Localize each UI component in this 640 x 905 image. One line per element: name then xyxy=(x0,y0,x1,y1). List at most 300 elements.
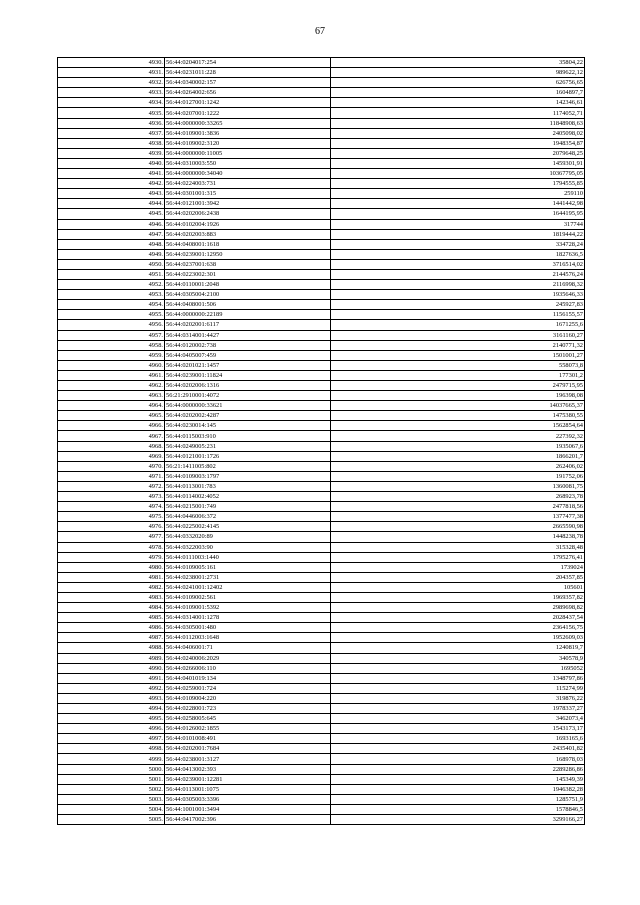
cadastral-number: 56:44:0112003:1648 xyxy=(165,633,331,643)
cadastral-number: 56:44:0259001:724 xyxy=(165,683,331,693)
cadastral-value: 14037665,37 xyxy=(331,401,585,411)
row-number: 5005. xyxy=(58,815,165,825)
row-number: 4954. xyxy=(58,300,165,310)
cadastral-number: 56:44:0258005:645 xyxy=(165,714,331,724)
table-row xyxy=(58,148,585,158)
table-row xyxy=(58,613,585,623)
row-number: 4999. xyxy=(58,754,165,764)
table-row xyxy=(58,259,585,269)
cadastral-number: 56:44:0202002:4287 xyxy=(165,411,331,421)
cadastral-value: 2479715,95 xyxy=(331,381,585,391)
cadastral-number: 56:44:0301001:315 xyxy=(165,189,331,199)
cadastral-value: 3299166,27 xyxy=(331,815,585,825)
cadastral-value: 989622,12 xyxy=(331,68,585,78)
table-row xyxy=(58,320,585,330)
cadastral-value: 2289286,86 xyxy=(331,764,585,774)
table-row xyxy=(58,572,585,582)
row-number: 4982. xyxy=(58,582,165,592)
row-number: 4951. xyxy=(58,269,165,279)
table-row xyxy=(58,179,585,189)
cadastral-value: 1285751,9 xyxy=(331,794,585,804)
cadastral-value: 1969357,82 xyxy=(331,592,585,602)
table-row xyxy=(58,88,585,98)
cadastral-value: 105601 xyxy=(331,582,585,592)
row-number: 4990. xyxy=(58,663,165,673)
cadastral-number: 56:44:0408001:1618 xyxy=(165,239,331,249)
registry-table-body xyxy=(58,58,585,825)
table-row xyxy=(58,219,585,229)
registry-table xyxy=(57,57,585,825)
cadastral-number: 56:44:0314001:1278 xyxy=(165,613,331,623)
page-number: 67 xyxy=(315,26,325,37)
cadastral-value: 2140771,32 xyxy=(331,340,585,350)
cadastral-number: 56:44:0238001:3127 xyxy=(165,754,331,764)
row-number: 4993. xyxy=(58,693,165,703)
table-row xyxy=(58,199,585,209)
table-row xyxy=(58,653,585,663)
cadastral-value: 2435401,82 xyxy=(331,744,585,754)
cadastral-value: 2028437,54 xyxy=(331,613,585,623)
cadastral-number: 56:44:0305003:3396 xyxy=(165,794,331,804)
cadastral-value: 142346,61 xyxy=(331,98,585,108)
table-row xyxy=(58,78,585,88)
cadastral-number: 56:21:2910001:4072 xyxy=(165,391,331,401)
table-row xyxy=(58,421,585,431)
cadastral-value: 1604897,7 xyxy=(331,88,585,98)
cadastral-value: 317744 xyxy=(331,219,585,229)
cadastral-number: 56:44:0114002:4052 xyxy=(165,492,331,502)
cadastral-number: 56:44:0120002:738 xyxy=(165,340,331,350)
cadastral-value: 2079648,25 xyxy=(331,148,585,158)
cadastral-number: 56:44:0446006:372 xyxy=(165,512,331,522)
cadastral-value: 1693165,6 xyxy=(331,734,585,744)
row-number: 4961. xyxy=(58,370,165,380)
table-row xyxy=(58,239,585,249)
cadastral-number: 56:44:0305004:2100 xyxy=(165,290,331,300)
cadastral-number: 56:44:0266006:110 xyxy=(165,663,331,673)
row-number: 4937. xyxy=(58,128,165,138)
row-number: 4975. xyxy=(58,512,165,522)
cadastral-value: 145349,39 xyxy=(331,774,585,784)
table-row xyxy=(58,169,585,179)
table-row xyxy=(58,128,585,138)
row-number: 4930. xyxy=(58,58,165,68)
cadastral-number: 56:44:0204017:254 xyxy=(165,58,331,68)
table-row xyxy=(58,229,585,239)
table-row xyxy=(58,451,585,461)
cadastral-value: 2665590,98 xyxy=(331,522,585,532)
cadastral-number: 56:44:0202003:883 xyxy=(165,229,331,239)
cadastral-number: 56:44:0239001:12950 xyxy=(165,249,331,259)
cadastral-value: 168978,03 xyxy=(331,754,585,764)
row-number: 4968. xyxy=(58,441,165,451)
table-row xyxy=(58,512,585,522)
cadastral-number: 56:44:0110001:2048 xyxy=(165,280,331,290)
cadastral-number: 56:44:0224003:731 xyxy=(165,179,331,189)
table-row xyxy=(58,623,585,633)
row-number: 4962. xyxy=(58,381,165,391)
table-row xyxy=(58,592,585,602)
row-number: 4989. xyxy=(58,653,165,663)
table-row xyxy=(58,542,585,552)
cadastral-number: 56:44:0231011:228 xyxy=(165,68,331,78)
cadastral-number: 56:44:0109005:161 xyxy=(165,562,331,572)
row-number: 5002. xyxy=(58,784,165,794)
row-number: 4996. xyxy=(58,724,165,734)
cadastral-number: 56:44:0322003:90 xyxy=(165,542,331,552)
row-number: 4940. xyxy=(58,158,165,168)
row-number: 4944. xyxy=(58,199,165,209)
row-number: 4978. xyxy=(58,542,165,552)
row-number: 4959. xyxy=(58,350,165,360)
table-row xyxy=(58,683,585,693)
table-row xyxy=(58,310,585,320)
row-number: 4955. xyxy=(58,310,165,320)
row-number: 4987. xyxy=(58,633,165,643)
row-number: 4960. xyxy=(58,360,165,370)
cadastral-number: 56:44:0314001:4427 xyxy=(165,330,331,340)
table-row xyxy=(58,290,585,300)
cadastral-number: 56:44:0332020:89 xyxy=(165,532,331,542)
cadastral-value: 1827636,5 xyxy=(331,249,585,259)
table-row xyxy=(58,744,585,754)
row-number: 4973. xyxy=(58,492,165,502)
cadastral-value: 1935067,6 xyxy=(331,441,585,451)
table-row xyxy=(58,249,585,259)
cadastral-number: 56:44:0000000:33265 xyxy=(165,118,331,128)
cadastral-value: 1671255,6 xyxy=(331,320,585,330)
cadastral-number: 56:44:0241001:12402 xyxy=(165,582,331,592)
table-row xyxy=(58,411,585,421)
table-row xyxy=(58,774,585,784)
cadastral-value: 2144576,24 xyxy=(331,269,585,279)
table-row xyxy=(58,58,585,68)
row-number: 4988. xyxy=(58,643,165,653)
table-row xyxy=(58,381,585,391)
table-row xyxy=(58,754,585,764)
row-number: 4969. xyxy=(58,451,165,461)
cadastral-number: 56:44:0000000:11005 xyxy=(165,148,331,158)
row-number: 4995. xyxy=(58,714,165,724)
row-number: 4991. xyxy=(58,673,165,683)
cadastral-number: 56:44:0202006:2438 xyxy=(165,209,331,219)
row-number: 4956. xyxy=(58,320,165,330)
row-number: 4963. xyxy=(58,391,165,401)
table-row xyxy=(58,815,585,825)
row-number: 4979. xyxy=(58,552,165,562)
row-number: 5000. xyxy=(58,764,165,774)
cadastral-number: 56:44:0215001:749 xyxy=(165,502,331,512)
cadastral-number: 56:21:1411005:802 xyxy=(165,461,331,471)
cadastral-number: 56:44:0201021:1457 xyxy=(165,360,331,370)
cadastral-value: 1866201,7 xyxy=(331,451,585,461)
cadastral-number: 56:44:0101008:491 xyxy=(165,734,331,744)
cadastral-value: 1935646,33 xyxy=(331,290,585,300)
row-number: 5003. xyxy=(58,794,165,804)
row-number: 4947. xyxy=(58,229,165,239)
row-number: 4958. xyxy=(58,340,165,350)
cadastral-value: 1475380,55 xyxy=(331,411,585,421)
cadastral-number: 56:44:0109002:561 xyxy=(165,592,331,602)
table-row xyxy=(58,431,585,441)
table-row xyxy=(58,360,585,370)
row-number: 4992. xyxy=(58,683,165,693)
row-number: 4935. xyxy=(58,108,165,118)
table-row xyxy=(58,370,585,380)
table-row xyxy=(58,280,585,290)
cadastral-value: 319876,22 xyxy=(331,693,585,703)
cadastral-value: 2989698,82 xyxy=(331,603,585,613)
table-row xyxy=(58,633,585,643)
row-number: 4957. xyxy=(58,330,165,340)
cadastral-number: 56:44:0109001:5392 xyxy=(165,603,331,613)
row-number: 4938. xyxy=(58,138,165,148)
cadastral-value: 1948354,87 xyxy=(331,138,585,148)
cadastral-number: 56:44:0121001:3942 xyxy=(165,199,331,209)
table-row xyxy=(58,562,585,572)
cadastral-number: 56:44:0237001:638 xyxy=(165,259,331,269)
table-row xyxy=(58,804,585,814)
table-row xyxy=(58,300,585,310)
cadastral-value: 1739024 xyxy=(331,562,585,572)
cadastral-number: 56:44:0202001:7684 xyxy=(165,744,331,754)
table-row xyxy=(58,108,585,118)
cadastral-number: 56:44:0238001:2731 xyxy=(165,572,331,582)
cadastral-number: 56:44:0230014:145 xyxy=(165,421,331,431)
table-row xyxy=(58,138,585,148)
cadastral-value: 315328,48 xyxy=(331,542,585,552)
cadastral-value: 1794555,85 xyxy=(331,179,585,189)
row-number: 5004. xyxy=(58,804,165,814)
cadastral-number: 56:44:0000000:33621 xyxy=(165,401,331,411)
table-row xyxy=(58,734,585,744)
cadastral-number: 56:44:0109002:3120 xyxy=(165,138,331,148)
cadastral-value: 1819444,22 xyxy=(331,229,585,239)
row-number: 4953. xyxy=(58,290,165,300)
cadastral-number: 56:44:0115003:910 xyxy=(165,431,331,441)
cadastral-value: 1578846,5 xyxy=(331,804,585,814)
row-number: 4946. xyxy=(58,219,165,229)
table-row xyxy=(58,118,585,128)
cadastral-number: 56:44:0405007:459 xyxy=(165,350,331,360)
table-row xyxy=(58,471,585,481)
cadastral-value: 1978337,27 xyxy=(331,704,585,714)
table-row xyxy=(58,330,585,340)
row-number: 4967. xyxy=(58,431,165,441)
cadastral-number: 56:44:0202006:1316 xyxy=(165,381,331,391)
table-row xyxy=(58,522,585,532)
row-number: 4986. xyxy=(58,623,165,633)
cadastral-value: 3161160,27 xyxy=(331,330,585,340)
table-row xyxy=(58,68,585,78)
cadastral-value: 2116998,32 xyxy=(331,280,585,290)
cadastral-value: 227392,32 xyxy=(331,431,585,441)
cadastral-value: 1348797,86 xyxy=(331,673,585,683)
cadastral-number: 56:44:0111003:1440 xyxy=(165,552,331,562)
cadastral-number: 56:44:0121001:1726 xyxy=(165,451,331,461)
cadastral-number: 56:44:0310003:550 xyxy=(165,158,331,168)
row-number: 4994. xyxy=(58,704,165,714)
row-number: 4941. xyxy=(58,169,165,179)
cadastral-value: 1174052,71 xyxy=(331,108,585,118)
cadastral-value: 1501001,27 xyxy=(331,350,585,360)
cadastral-number: 56:44:0340002:157 xyxy=(165,78,331,88)
cadastral-value: 1952609,03 xyxy=(331,633,585,643)
table-row xyxy=(58,98,585,108)
cadastral-value: 3462073,4 xyxy=(331,714,585,724)
row-number: 4966. xyxy=(58,421,165,431)
cadastral-value: 1644195,95 xyxy=(331,209,585,219)
cadastral-value: 177301,2 xyxy=(331,370,585,380)
cadastral-number: 56:44:0225002:4145 xyxy=(165,522,331,532)
cadastral-number: 56:44:0202001:6117 xyxy=(165,320,331,330)
table-row xyxy=(58,724,585,734)
table-row xyxy=(58,481,585,491)
cadastral-number: 56:44:0109004:220 xyxy=(165,693,331,703)
table-row xyxy=(58,714,585,724)
cadastral-number: 56:44:0109003:1797 xyxy=(165,471,331,481)
row-number: 4974. xyxy=(58,502,165,512)
cadastral-number: 56:44:0264002:656 xyxy=(165,88,331,98)
cadastral-value: 1240819,7 xyxy=(331,643,585,653)
cadastral-value: 1543173,17 xyxy=(331,724,585,734)
cadastral-number: 56:44:0239001:11824 xyxy=(165,370,331,380)
cadastral-value: 115274,99 xyxy=(331,683,585,693)
table-row xyxy=(58,461,585,471)
cadastral-value: 1946382,28 xyxy=(331,784,585,794)
table-row xyxy=(58,189,585,199)
table-row xyxy=(58,502,585,512)
row-number: 4932. xyxy=(58,78,165,88)
cadastral-value: 1459301,91 xyxy=(331,158,585,168)
cadastral-number: 56:44:0223002:301 xyxy=(165,269,331,279)
table-row xyxy=(58,269,585,279)
cadastral-number: 56:44:0240006:2029 xyxy=(165,653,331,663)
row-number: 4980. xyxy=(58,562,165,572)
table-row xyxy=(58,693,585,703)
cadastral-number: 56:44:0109001:3836 xyxy=(165,128,331,138)
cadastral-value: 196398,08 xyxy=(331,391,585,401)
row-number: 4952. xyxy=(58,280,165,290)
cadastral-value: 262406,02 xyxy=(331,461,585,471)
cadastral-number: 56:44:0417002:396 xyxy=(165,815,331,825)
cadastral-value: 1377477,38 xyxy=(331,512,585,522)
table-row xyxy=(58,663,585,673)
cadastral-value: 268923,78 xyxy=(331,492,585,502)
table-row xyxy=(58,794,585,804)
cadastral-value: 35804,22 xyxy=(331,58,585,68)
row-number: 4971. xyxy=(58,471,165,481)
cadastral-number: 56:44:0401019:134 xyxy=(165,673,331,683)
table-row xyxy=(58,158,585,168)
table-row xyxy=(58,441,585,451)
table-row xyxy=(58,492,585,502)
cadastral-value: 1562854,64 xyxy=(331,421,585,431)
row-number: 4939. xyxy=(58,148,165,158)
row-number: 4949. xyxy=(58,249,165,259)
cadastral-number: 56:44:0406001:71 xyxy=(165,643,331,653)
cadastral-value: 259110 xyxy=(331,189,585,199)
row-number: 4942. xyxy=(58,179,165,189)
cadastral-number: 56:44:0127001:1242 xyxy=(165,98,331,108)
cadastral-number: 56:44:0102004:1926 xyxy=(165,219,331,229)
cadastral-value: 11848908,63 xyxy=(331,118,585,128)
table-row xyxy=(58,350,585,360)
cadastral-number: 56:44:0113001:783 xyxy=(165,481,331,491)
cadastral-value: 626756,65 xyxy=(331,78,585,88)
table-row xyxy=(58,582,585,592)
row-number: 4984. xyxy=(58,603,165,613)
cadastral-value: 1441442,98 xyxy=(331,199,585,209)
cadastral-value: 1360081,75 xyxy=(331,481,585,491)
cadastral-value: 1448238,78 xyxy=(331,532,585,542)
cadastral-number: 56:44:0207001:1222 xyxy=(165,108,331,118)
table-row xyxy=(58,340,585,350)
row-number: 4970. xyxy=(58,461,165,471)
table-row xyxy=(58,401,585,411)
cadastral-value: 558073,8 xyxy=(331,360,585,370)
row-number: 4931. xyxy=(58,68,165,78)
cadastral-value: 340578,9 xyxy=(331,653,585,663)
cadastral-number: 56:44:0249005:231 xyxy=(165,441,331,451)
cadastral-value: 2477818,56 xyxy=(331,502,585,512)
row-number: 4965. xyxy=(58,411,165,421)
row-number: 5001. xyxy=(58,774,165,784)
cadastral-number: 56:44:0305001:480 xyxy=(165,623,331,633)
row-number: 4934. xyxy=(58,98,165,108)
cadastral-number: 56:44:0000000:34040 xyxy=(165,169,331,179)
cadastral-value: 2364156,75 xyxy=(331,623,585,633)
cadastral-number: 56:44:0239001:12281 xyxy=(165,774,331,784)
row-number: 4976. xyxy=(58,522,165,532)
row-number: 4943. xyxy=(58,189,165,199)
cadastral-value: 334728,24 xyxy=(331,239,585,249)
table-row xyxy=(58,643,585,653)
table-row xyxy=(58,764,585,774)
cadastral-number: 56:44:0000000:22189 xyxy=(165,310,331,320)
cadastral-value: 204357,85 xyxy=(331,572,585,582)
row-number: 4998. xyxy=(58,744,165,754)
cadastral-value: 1695052 xyxy=(331,663,585,673)
table-row xyxy=(58,603,585,613)
cadastral-number: 56:44:0408001:506 xyxy=(165,300,331,310)
row-number: 4981. xyxy=(58,572,165,582)
row-number: 4985. xyxy=(58,613,165,623)
row-number: 4997. xyxy=(58,734,165,744)
row-number: 4936. xyxy=(58,118,165,128)
cadastral-number: 56:44:0413002:393 xyxy=(165,764,331,774)
row-number: 4950. xyxy=(58,259,165,269)
row-number: 4972. xyxy=(58,481,165,491)
row-number: 4977. xyxy=(58,532,165,542)
cadastral-value: 245927,83 xyxy=(331,300,585,310)
table-row xyxy=(58,532,585,542)
table-row xyxy=(58,552,585,562)
row-number: 4945. xyxy=(58,209,165,219)
cadastral-value: 10367795,05 xyxy=(331,169,585,179)
cadastral-value: 2405098,02 xyxy=(331,128,585,138)
cadastral-value: 3716514,02 xyxy=(331,259,585,269)
row-number: 4964. xyxy=(58,401,165,411)
cadastral-value: 1156155,57 xyxy=(331,310,585,320)
cadastral-number: 56:44:0126002:1855 xyxy=(165,724,331,734)
cadastral-number: 56:44:0113001:1075 xyxy=(165,784,331,794)
row-number: 4933. xyxy=(58,88,165,98)
table-row xyxy=(58,673,585,683)
cadastral-number: 56:44:1001001:3494 xyxy=(165,804,331,814)
table-row xyxy=(58,704,585,714)
cadastral-number: 56:44:0228001:723 xyxy=(165,704,331,714)
